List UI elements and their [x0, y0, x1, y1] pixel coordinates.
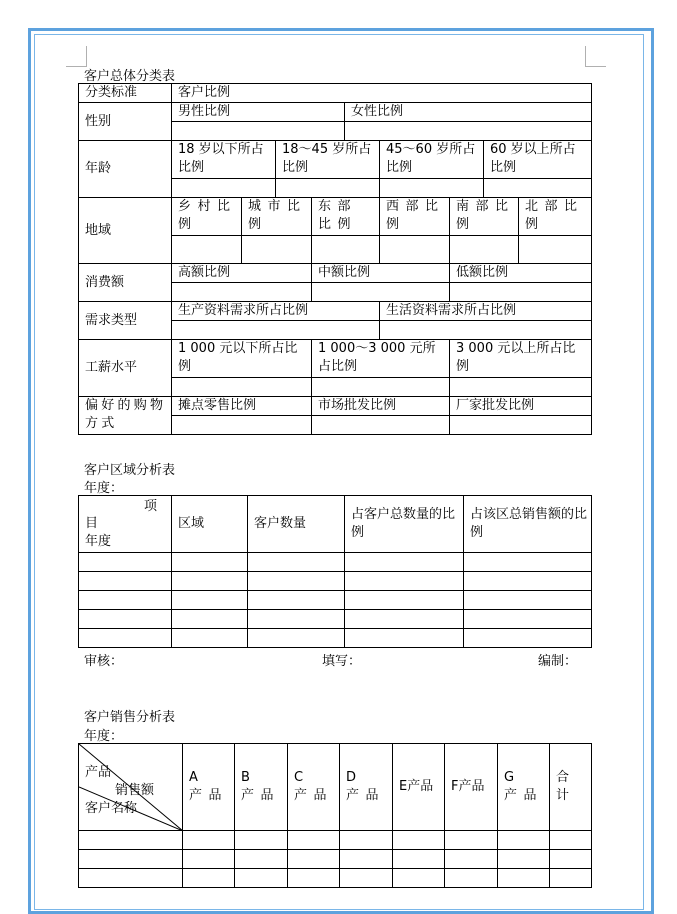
cell-south-ratio: 南部比例 [450, 198, 519, 236]
cell-production-demand: 生产资料需求所占比例 [172, 302, 380, 321]
row-label-spend: 消费额 [79, 264, 172, 302]
cell-empty [248, 572, 345, 591]
cell-empty [172, 378, 312, 397]
header-product-c: C 产品 [288, 744, 340, 831]
cell-empty [340, 850, 393, 869]
crop-mark-right [585, 46, 606, 67]
cell-urban-ratio: 城市比例 [242, 198, 312, 236]
cell-stall-retail: 摊点零售比例 [172, 397, 312, 416]
cell-male-ratio: 男性比例 [172, 103, 345, 122]
cell-empty [445, 831, 498, 850]
cell-empty [464, 629, 592, 648]
customer-sales-table [78, 743, 592, 888]
cell-empty [345, 572, 464, 591]
cell-empty [498, 831, 550, 850]
table1-title: 客户总体分类表 [84, 69, 176, 84]
cell-empty [450, 378, 592, 397]
corner-item-mid: 目 [85, 516, 99, 531]
header-total: 合计 [550, 744, 592, 831]
header-product-a: A 产品 [183, 744, 235, 831]
cell-empty [248, 553, 345, 572]
cell-rural-ratio: 乡村比例 [172, 198, 242, 236]
cell-empty [345, 553, 464, 572]
cell-empty [79, 831, 183, 850]
cell-empty [550, 869, 592, 888]
cell-empty [172, 591, 248, 610]
cell-empty [183, 831, 235, 850]
cell-empty [79, 572, 172, 591]
cell-empty [79, 629, 172, 648]
cell-age-45-60: 45～60 岁所占比例 [380, 141, 484, 179]
cell-empty [172, 321, 380, 340]
cell-empty [464, 591, 592, 610]
header-sales-share: 占该区总销售额的比例 [464, 496, 592, 553]
cell-salary-under1000: 1 000 元以下所占比例 [172, 340, 312, 378]
cell-empty [393, 831, 445, 850]
corner-item-top: 项 [143, 499, 157, 514]
corner-product: 产品 [85, 765, 112, 780]
cell-empty [393, 850, 445, 869]
cell-empty [172, 283, 312, 302]
cell-empty [235, 850, 288, 869]
cell-empty [312, 378, 450, 397]
cell-north-ratio: 北部比例 [519, 198, 592, 236]
cell-empty [172, 553, 248, 572]
header-customer-count: 客户数量 [248, 496, 345, 553]
cell-empty [380, 236, 450, 264]
cell-age-under18: 18 岁以下所占比例 [172, 141, 276, 179]
header-product-d: D 产品 [340, 744, 393, 831]
header-ratio: 客户比例 [172, 84, 592, 103]
cell-age-18-45: 18～45 岁所占比例 [276, 141, 380, 179]
header-product-e: E产品 [393, 744, 445, 831]
cell-empty [464, 572, 592, 591]
customer-region-table [78, 495, 592, 648]
cell-empty [172, 236, 242, 264]
header-product-b: B 产品 [235, 744, 288, 831]
customer-classification-table [78, 83, 592, 435]
cell-high-spend: 高额比例 [172, 264, 312, 283]
cell-empty [445, 869, 498, 888]
footer-fill: 填写： [322, 654, 362, 669]
header-product-f: F产品 [445, 744, 498, 831]
table2-year-label: 年度： [84, 481, 124, 496]
cell-empty [288, 850, 340, 869]
cell-empty [380, 179, 484, 198]
row-label-demand: 需求类型 [79, 302, 172, 340]
cell-empty [450, 416, 592, 435]
cell-empty [172, 416, 312, 435]
cell-empty [550, 831, 592, 850]
cell-salary-1000-3000: 1 000～3 000 元所占比例 [312, 340, 450, 378]
cell-empty [288, 831, 340, 850]
cell-living-demand: 生活资料需求所占比例 [380, 302, 592, 321]
row-label-region: 地域 [79, 198, 172, 264]
row-label-salary: 工薪水平 [79, 340, 172, 397]
cell-age-over60: 60 岁以上所占比例 [484, 141, 592, 179]
cell-factory-wholesale: 厂家批发比例 [450, 397, 592, 416]
cell-empty [345, 629, 464, 648]
cell-empty [450, 236, 519, 264]
cell-empty [345, 591, 464, 610]
header-criteria: 分类标准 [79, 84, 172, 103]
cell-empty [340, 831, 393, 850]
cell-empty [484, 179, 592, 198]
header-customer-share: 占客户总数量的比例 [345, 496, 464, 553]
cell-empty [288, 869, 340, 888]
cell-empty [172, 610, 248, 629]
cell-empty [79, 553, 172, 572]
cell-empty [248, 610, 345, 629]
cell-empty [248, 591, 345, 610]
cell-empty [498, 850, 550, 869]
cell-empty [242, 236, 312, 264]
table3-year-label: 年度： [84, 729, 124, 744]
corner-year: 年度 [85, 534, 112, 549]
table2-title: 客户区域分析表 [84, 463, 176, 478]
cell-empty [393, 869, 445, 888]
diagonal-corner-header [79, 744, 183, 831]
row-label-age: 年龄 [79, 141, 172, 198]
cell-low-spend: 低额比例 [450, 264, 592, 283]
cell-empty [79, 610, 172, 629]
cell-empty [345, 610, 464, 629]
table3-title: 客户销售分析表 [84, 710, 176, 725]
cell-salary-over3000: 3 000 元以上所占比例 [450, 340, 592, 378]
cell-female-ratio: 女性比例 [345, 103, 592, 122]
row-label-gender: 性别 [79, 103, 172, 141]
header-region: 区域 [172, 496, 248, 553]
cell-empty [235, 831, 288, 850]
cell-empty [248, 629, 345, 648]
corner-customer: 客户名称 [85, 801, 138, 816]
cell-empty [172, 179, 276, 198]
cell-empty [550, 850, 592, 869]
cell-empty [79, 591, 172, 610]
crop-mark-left [66, 46, 87, 67]
cell-empty [464, 553, 592, 572]
cell-empty [519, 236, 592, 264]
cell-empty [79, 869, 183, 888]
row-label-shopping: 偏好的购物方式 [79, 397, 172, 435]
cell-empty [183, 850, 235, 869]
cell-empty [340, 869, 393, 888]
header-product-g: G 产品 [498, 744, 550, 831]
cell-east-ratio: 东部比例 [312, 198, 380, 236]
cell-empty [183, 869, 235, 888]
cell-empty [172, 572, 248, 591]
corner-sales: 销售额 [115, 783, 155, 798]
cell-empty [445, 850, 498, 869]
cell-mid-spend: 中额比例 [312, 264, 450, 283]
cell-empty [312, 416, 450, 435]
cell-empty [276, 179, 380, 198]
footer-audit: 审核： [84, 654, 124, 669]
cell-market-wholesale: 市场批发比例 [312, 397, 450, 416]
cell-empty [79, 850, 183, 869]
cell-empty [345, 122, 592, 141]
cell-empty [380, 321, 592, 340]
cell-empty [235, 869, 288, 888]
cell-empty [172, 629, 248, 648]
cell-empty [312, 236, 380, 264]
cell-empty [312, 283, 450, 302]
cell-empty [450, 283, 592, 302]
cell-empty [498, 869, 550, 888]
footer-compile: 编制： [538, 654, 578, 669]
cell-west-ratio: 西部比例 [380, 198, 450, 236]
cell-empty [172, 122, 345, 141]
corner-header [79, 496, 172, 553]
cell-empty [464, 610, 592, 629]
